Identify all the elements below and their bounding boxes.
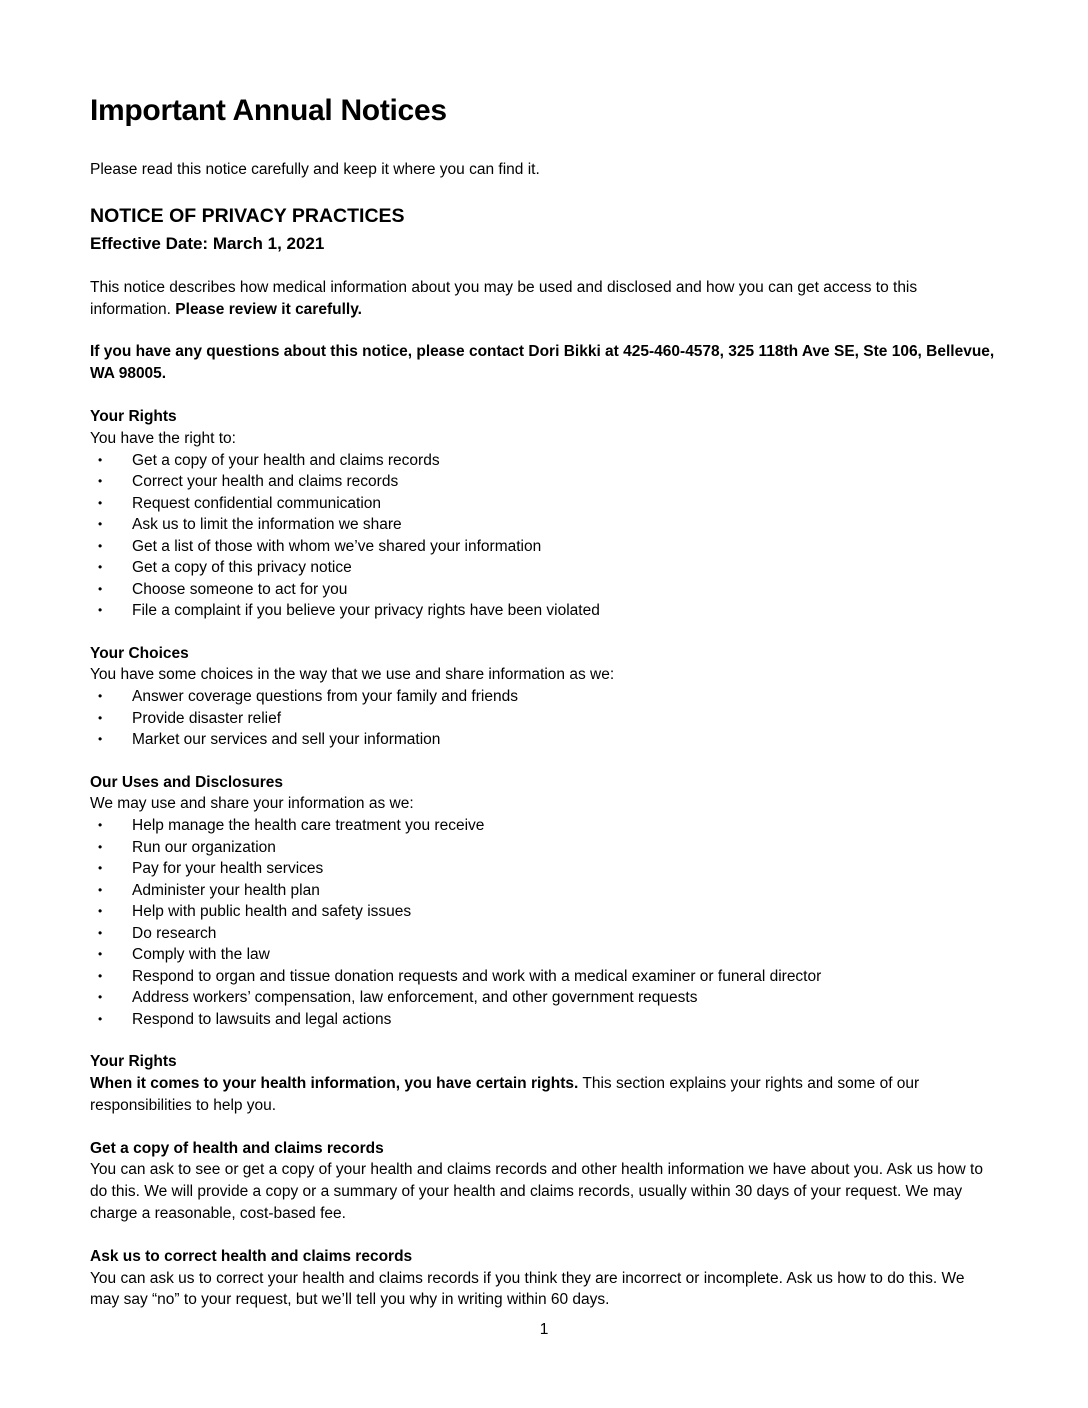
bullet-text: Get a list of those with whom we’ve shared your information [132, 537, 542, 555]
list-item [90, 987, 998, 1009]
contact-paragraph: If you have any questions about this notice, please contact Dori Bikki at 425-460-4578, 325 118th Ave SE, Ste 106, Bellevue, WA 98005. [90, 343, 995, 383]
bullet-text: Help manage the health care treatment you receive [132, 817, 485, 835]
section-your-rights [90, 406, 998, 622]
rights-detail-bold-text: When it comes to your health information, you have certain rights. [90, 1075, 579, 1093]
document-title: Important Annual Notices [90, 94, 447, 127]
list-item [90, 536, 998, 558]
bullet-icon: • [98, 560, 103, 575]
list-item [90, 729, 998, 751]
bullet-text: Get a copy of this privacy notice [132, 559, 352, 577]
bullet-icon: • [98, 925, 103, 940]
bullet-icon: • [98, 990, 103, 1005]
bullet-text: Choose someone to act for you [132, 580, 348, 598]
get-copy-paragraph: You can ask to see or get a copy of your health and claims records and other health information we have about you. Ask us how to do this. We will provide a copy or a summary of your health and claims records, usually within 30 days of your request. We may charge a reasonable, cost-based fee. [90, 1161, 983, 1223]
privacy-practices-heading: NOTICE OF PRIVACY PRACTICES [90, 204, 405, 227]
section-uses-disclosures [90, 772, 998, 1031]
bullet-icon: • [98, 861, 103, 876]
bullet-icon: • [98, 538, 103, 553]
bullet-icon: • [98, 947, 103, 962]
page-number: 1 [539, 1321, 549, 1338]
bullet-text: Administer your health plan [132, 881, 320, 899]
bullet-text: Help with public health and safety issues [132, 903, 412, 921]
list-item [90, 880, 998, 902]
bullet-icon: • [98, 732, 103, 747]
list-item [90, 493, 998, 515]
your-rights-detail-heading: Your Rights [90, 1053, 177, 1071]
bullet-icon: • [98, 495, 103, 510]
uses-disclosures-heading: Our Uses and Disclosures [90, 773, 283, 791]
uses-disclosures-intro: We may use and share your information as we: [90, 795, 414, 813]
your-rights-heading: Your Rights [90, 407, 177, 425]
list-item [90, 966, 998, 988]
section-your-choices [90, 643, 998, 751]
list-item [90, 686, 998, 708]
bullet-icon: • [98, 452, 103, 467]
bullet-text: Ask us to limit the information we share [132, 516, 402, 534]
list-item [90, 837, 998, 859]
list-item [90, 1009, 998, 1031]
bullet-icon: • [98, 581, 103, 596]
list-item [90, 708, 998, 730]
bullet-icon: • [98, 603, 103, 618]
bullet-icon: • [98, 839, 103, 854]
bullet-text: Comply with the law [132, 946, 270, 964]
section-correct-records [90, 1246, 998, 1311]
bullet-text: File a complaint if you believe your privacy rights have been violated [132, 602, 600, 620]
your-choices-heading: Your Choices [90, 644, 189, 662]
bullet-text: Market our services and sell your information [132, 731, 441, 749]
bullet-icon: • [98, 710, 103, 725]
list-item [90, 923, 998, 945]
list-item [90, 944, 998, 966]
your-choices-intro: You have some choices in the way that we use and share information as we: [90, 666, 615, 684]
bullet-icon: • [98, 1011, 103, 1026]
bullet-text: Request confidential communication [132, 494, 381, 512]
get-copy-heading: Get a copy of health and claims records [90, 1139, 384, 1157]
your-rights-intro: You have the right to: [90, 429, 236, 447]
list-item [90, 471, 998, 493]
bullet-text: Answer coverage questions from your family and friends [132, 688, 518, 706]
description-normal-text: This notice describes how medical information about you may be used and disclosed and how you can get access to this information. [90, 278, 918, 318]
list-item [90, 514, 998, 536]
your-rights-detail-paragraph [90, 1073, 998, 1117]
your-choices-bullet-list [90, 686, 998, 751]
correct-records-heading: Ask us to correct health and claims records [90, 1247, 413, 1265]
bullet-text: Correct your health and claims records [132, 473, 399, 491]
list-item [90, 858, 998, 880]
rights-detail-normal-text: This section explains your rights and some of our responsibilities to help you. [90, 1075, 920, 1114]
bullet-text: Get a copy of your health and claims records [132, 451, 440, 469]
bullet-text: Address workers’ compensation, law enforcement, and other government requests [132, 989, 698, 1007]
bullet-icon: • [98, 968, 103, 983]
list-item [90, 815, 998, 837]
list-item [90, 557, 998, 579]
bullet-text: Pay for your health services [132, 860, 324, 878]
description-paragraph [90, 277, 998, 321]
effective-date: Effective Date: March 1, 2021 [90, 233, 325, 253]
list-item [90, 901, 998, 923]
list-item [90, 579, 998, 601]
bullet-icon: • [98, 689, 103, 704]
bullet-text: Respond to lawsuits and legal actions [132, 1010, 392, 1028]
bullet-icon: • [98, 882, 103, 897]
bullet-icon: • [98, 904, 103, 919]
bullet-text: Run our organization [132, 838, 276, 856]
bullet-text: Respond to organ and tissue donation requests and work with a medical examiner or funeral director [132, 967, 822, 985]
bullet-icon: • [98, 517, 103, 532]
bullet-text: Do research [132, 924, 217, 942]
correct-records-paragraph: You can ask us to correct your health and claims records if you think they are incorrect or incomplete. Ask us how to do this. We may say “no” to your request, but we’ll tell you why in writing within 60 days. [90, 1269, 965, 1309]
bullet-icon: • [98, 818, 103, 833]
section-your-rights-detail [90, 1051, 998, 1116]
section-get-copy [90, 1138, 998, 1225]
list-item [90, 450, 998, 472]
bullet-text: Provide disaster relief [132, 709, 282, 727]
your-rights-bullet-list [90, 450, 998, 622]
list-item [90, 600, 998, 622]
intro-text: Please read this notice carefully and keep it where you can find it. [90, 161, 540, 178]
description-bold-text: Please review it carefully. [175, 300, 362, 318]
uses-disclosures-bullet-list [90, 815, 998, 1030]
bullet-icon: • [98, 474, 103, 489]
